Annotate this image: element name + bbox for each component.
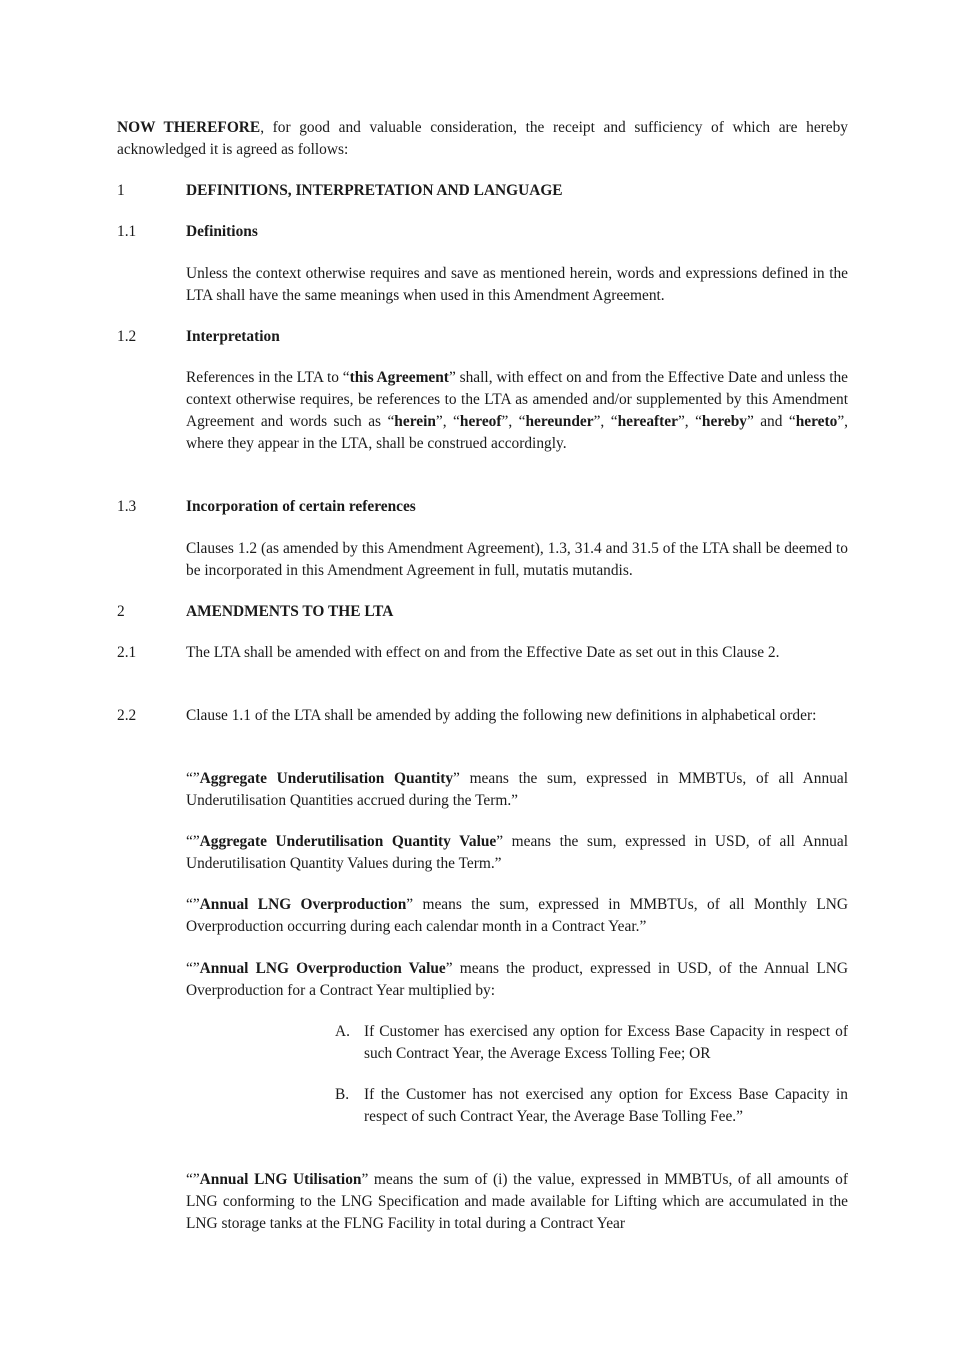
definition-annual-lng-overproduction: “”Annual LNG Overproduction” means the sum, expressed in MMBTUs, of all Monthly LNG Overproduction occurring during each calendar month in a Contract Year.” [186, 896, 848, 935]
section-2-2-number: 2.2 [117, 707, 137, 724]
section-1-1-number: 1.1 [117, 223, 137, 240]
section-1-2-heading [186, 326, 848, 348]
intro-text: , for good and valuable consideration, the receipt and sufficiency of which are hereby acknowledged it is agreed as follows: [117, 119, 848, 158]
section-2-2-text: Clause 1.1 of the LTA shall be amended by adding the following new definitions in alphabetical order: [186, 707, 817, 724]
section-1-2-title: Interpretation [186, 328, 280, 345]
section-1-2-text: References in the LTA to “this Agreement” shall, with effect on and from the Effective Date and unless the context otherwise requires, be references to the LTA as amended and/or supplemented by this Amendment Agreement and words such as “herein”, “hereof”, “hereunder”, “hereafter”, “hereby” and “hereto”, where they appear in the LTA, shall be construed accordingly. [186, 369, 849, 452]
definition-annual-lng-overproduction-value: “”Annual LNG Overproduction Value” means the product, expressed in USD, of the Annual LNG Overproduction for a Contract Year multiplied by: [186, 960, 848, 999]
list-item-a-text: If Customer has exercised any option for Excess Base Capacity in respect of such Contract Year, the Average Excess Tolling Fee; OR [364, 1023, 848, 1062]
list-item-b-marker: B. [335, 1086, 350, 1103]
list-item-b-text: If the Customer has not exercised any option for Excess Base Capacity in respect of such Contract Year, the Average Base Tolling Fee.” [364, 1086, 848, 1125]
section-1-1-text: Unless the context otherwise requires and save as mentioned herein, words and expressions defined in the LTA shall have the same meanings when used in this Amendment Agreement. [186, 265, 848, 304]
section-1-3-text: Clauses 1.2 (as amended by this Amendment Agreement), 1.3, 31.4 and 31.5 of the LTA shall be deemed to be incorporated in this Amendment Agreement in full, mutatis mutandis. [186, 540, 848, 579]
section-2-heading [186, 601, 848, 623]
section-1-3-title: Incorporation of certain references [186, 498, 416, 515]
definition-annual-lng-utilisation: “”Annual LNG Utilisation” means the sum of (i) the value, expressed in MMBTUs, of all amounts of LNG conforming to the LNG Specification and made available for Lifting which are accumulated in the LNG storage tanks at the FLNG Facility in total during a Contract Year [186, 1171, 848, 1232]
section-2-1-text: The LTA shall be amended with effect on and from the Effective Date as set out in this Clause 2. [186, 644, 780, 661]
section-1-1-title: Definitions [186, 223, 258, 240]
intro-lead: NOW THEREFORE [117, 119, 261, 136]
section-1-3-number: 1.3 [117, 498, 137, 515]
intro-paragraph [117, 117, 848, 161]
definition-aggregate-underutilisation-quantity-value: “”Aggregate Underutilisation Quantity Value” means the sum, expressed in USD, of all Annual Underutilisation Quantity Values during the Term.” [186, 833, 848, 872]
section-2-title: AMENDMENTS TO THE LTA [186, 603, 394, 620]
section-1-1-heading [186, 221, 848, 243]
definition-aggregate-underutilisation-quantity: “”Aggregate Underutilisation Quantity” means the sum, expressed in MMBTUs, of all Annual Underutilisation Quantities accrued during the Term.” [186, 770, 848, 809]
section-2-1-number: 2.1 [117, 644, 137, 661]
section-1-3-heading [186, 496, 848, 518]
section-1-heading [186, 180, 848, 202]
section-2-number: 2 [117, 603, 125, 620]
section-1-title: DEFINITIONS, INTERPRETATION AND LANGUAGE [186, 182, 563, 199]
section-1-2-number: 1.2 [117, 328, 137, 345]
list-item-a-marker: A. [335, 1023, 350, 1040]
section-1-number: 1 [117, 182, 125, 199]
